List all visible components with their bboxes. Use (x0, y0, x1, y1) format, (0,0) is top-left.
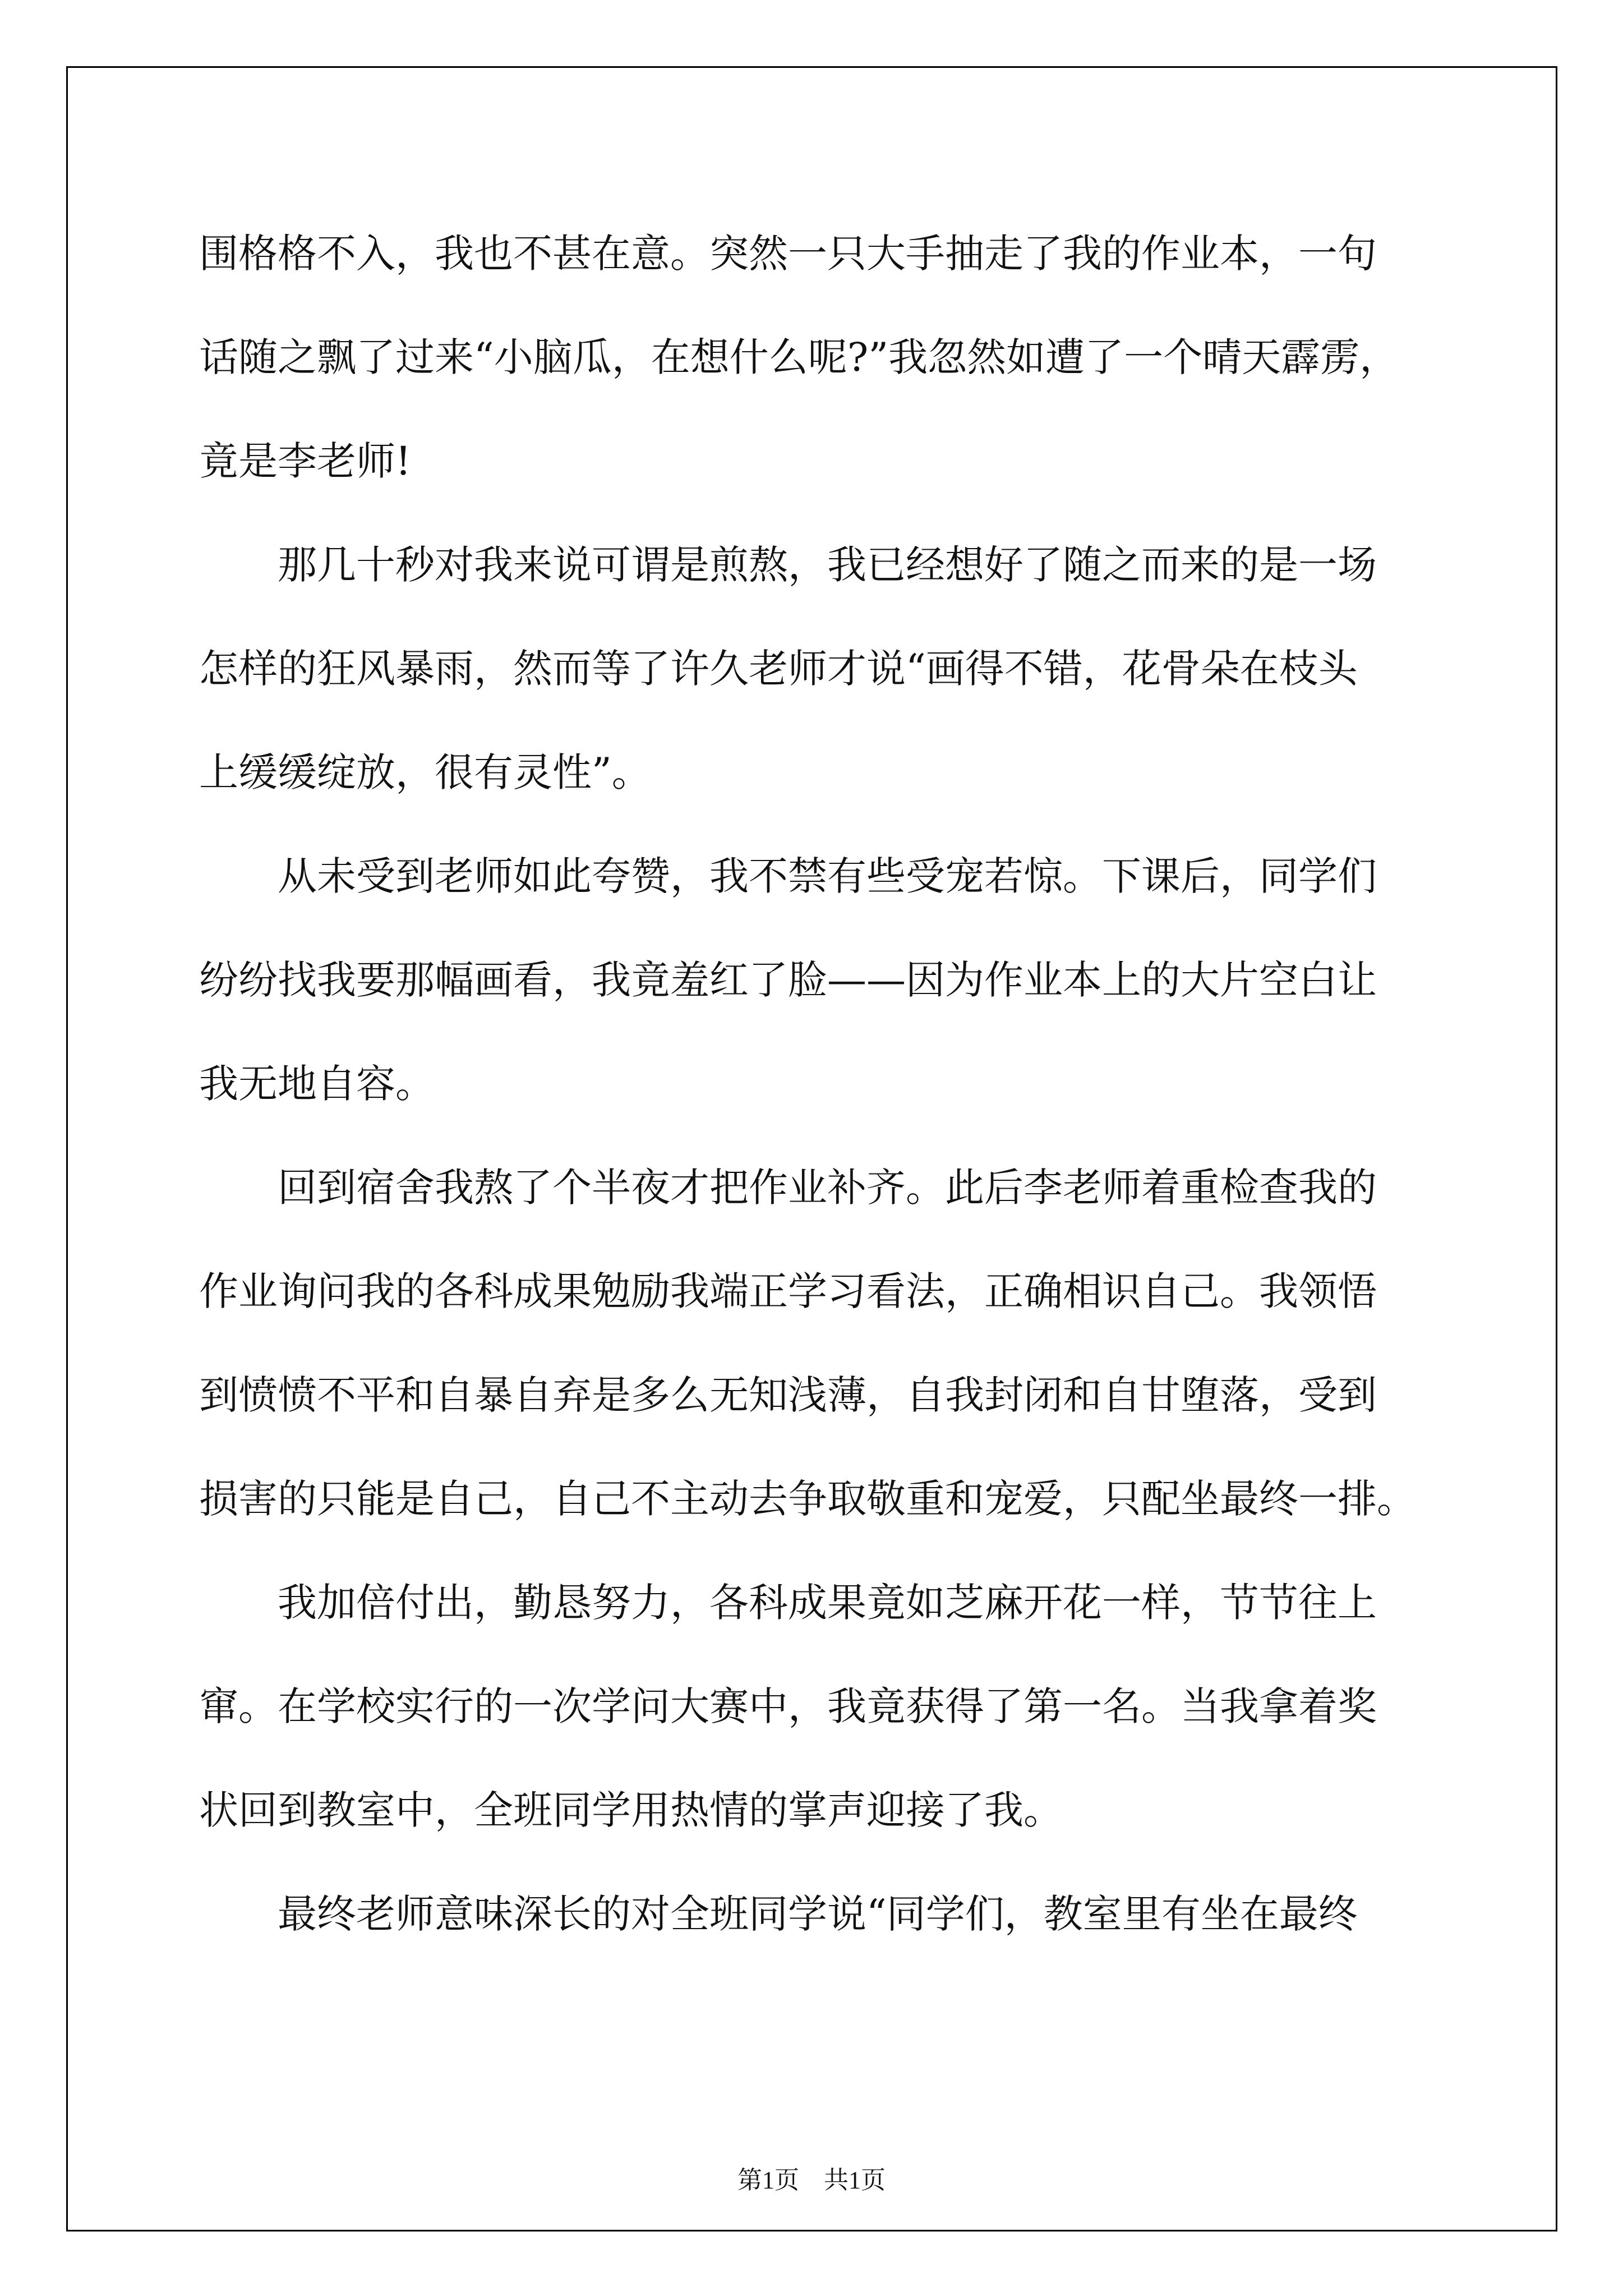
text-line: 作业询问我的各科成果勉励我端正学习看法，正确相识自己。我领悟 (199, 1268, 1377, 1314)
text-line: 最终老师意味深长的对全班同学说“同学们，教室里有坐在最终 (278, 1891, 1358, 1937)
page-total: 共1页 (824, 2166, 886, 2194)
text-line: 上缓缓绽放，很有灵性”。 (199, 749, 651, 795)
text-line: 我无地自容。 (199, 1061, 435, 1107)
text-line: 竟是李老师! (199, 438, 412, 484)
text-line: 窜。在学校实行的一次学问大赛中，我竟获得了第一名。当我拿着奖 (199, 1683, 1377, 1729)
paragraph (199, 513, 1478, 825)
text-line: 回到宿舍我熬了个半夜才把作业补齐。此后李老师着重检查我的 (278, 1165, 1377, 1211)
text-line: 损害的只能是自己，自己不主动去争取敬重和宠爱，只配坐最终一排。 (199, 1476, 1416, 1522)
text-line: 怎样的狂风暴雨，然而等了许久老师才说“画得不错，花骨朵在枝头 (199, 646, 1358, 692)
text-line: 到愤愤不平和自暴自弃是多么无知浅薄，自我封闭和自甘堕落，受到 (199, 1372, 1377, 1418)
text-line: 话随之飘了过来“小脑瓜，在想什么呢?”我忽然如遭了一个晴天霹雳， (199, 334, 1399, 380)
text-line: 那几十秒对我来说可谓是煎熬，我已经想好了随之而来的是一场 (278, 542, 1377, 588)
paragraph (199, 1551, 1478, 1862)
text-line: 从未受到老师如此夸赞，我不禁有些受宠若惊。下课后，同学们 (278, 853, 1377, 899)
text-line: 状回到教室中，全班同学用热情的掌声迎接了我。 (199, 1787, 1063, 1833)
paragraph (199, 1136, 1478, 1551)
text-line: 我加倍付出，勤恳努力，各科成果竟如芝麻开花一样，节节往上 (278, 1580, 1377, 1626)
text-line: 纷纷找我要那幅画看，我竟羞红了脸——因为作业本上的大片空白让 (199, 957, 1377, 1003)
page-footer (0, 2160, 1623, 2196)
text-line: 围格格不入，我也不甚在意。突然一只大手抽走了我的作业本，一句 (199, 231, 1377, 277)
paragraph (199, 202, 1478, 513)
document-body (199, 202, 1478, 1966)
paragraph (199, 825, 1478, 1136)
paragraph (199, 1862, 1478, 1966)
page-number: 第1页 (737, 2166, 799, 2194)
